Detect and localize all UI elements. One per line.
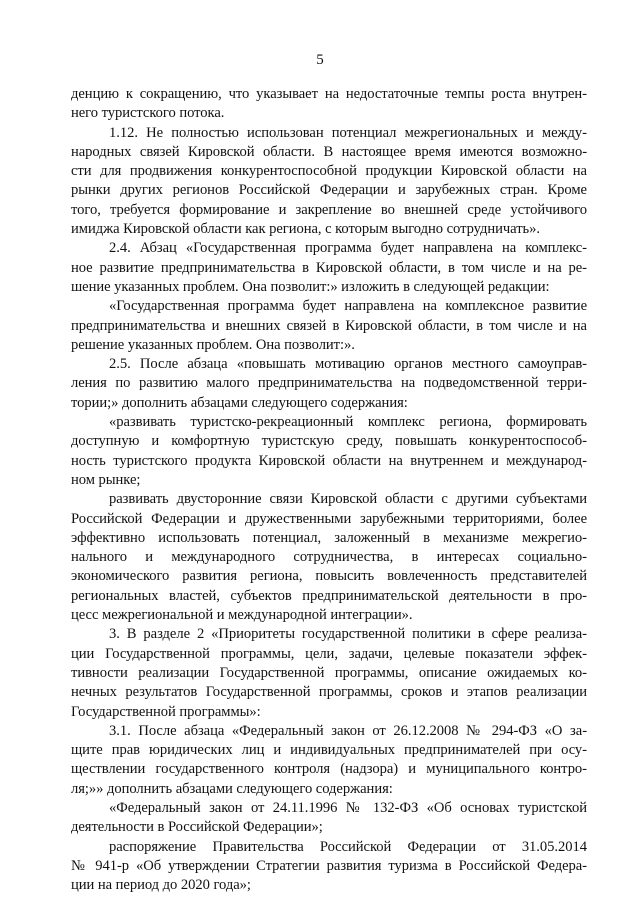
page-number: 5 xyxy=(316,52,324,68)
body-text xyxy=(71,85,587,895)
text-line: шение указанных проблем. Она позволит:» изложить в следующей редакции: xyxy=(71,278,550,295)
paragraph-3 xyxy=(71,239,587,297)
text-line: щите прав юридических лиц и индивидуальных предпринимателей при осу- xyxy=(71,742,587,759)
text-line: доступную и комфортную туристскую среду, повышать конкурентоспособ- xyxy=(71,433,587,450)
paragraph-6 xyxy=(71,413,587,490)
text-line: ции Государственной программы, цели, задачи, целевые показатели эффек- xyxy=(71,645,587,662)
text-line: эффективно использовать потенциал, заложенный в механизме межрегио- xyxy=(71,529,587,546)
text-line: «Государственная программа будет направлена на комплексное развитие xyxy=(109,298,587,315)
text-line: ном рынке; xyxy=(71,471,141,488)
text-line: 3. В разделе 2 «Приоритеты государственной политики в сфере реализа- xyxy=(109,626,587,643)
text-line: цесс межрегиональной и международной интеграции». xyxy=(71,607,413,624)
text-line: 2.5. После абзаца «повышать мотивацию органов местного самоуправ- xyxy=(109,356,587,373)
text-line: 1.12. Не полностью использован потенциал межрегиональных и между- xyxy=(109,124,587,141)
text-line: ное развитие предпринимательства в Кировской области, в том числе и на ре- xyxy=(71,259,587,276)
text-line: рынки других регионов Российской Федерации и зарубежных стран. Кроме xyxy=(71,182,587,199)
text-line: сти для продвижения конкурентоспособной продукции Кировской области на xyxy=(71,163,587,180)
text-line: деятельности в Российской Федерации»; xyxy=(71,819,323,836)
text-line: «Федеральный закон от 24.11.1996 № 132-ФЗ «Об основах туристской xyxy=(109,799,587,816)
paragraph-9 xyxy=(71,722,587,799)
paragraph-11 xyxy=(71,838,587,896)
text-line: денцию к сокращению, что указывает на недостаточные темпы роста внутрен- xyxy=(71,86,587,102)
text-line: решение указанных проблем. Она позволит:». xyxy=(71,336,355,353)
text-line: развивать двусторонние связи Кировской области с другими субъектами xyxy=(109,491,587,508)
text-line: 2.4. Абзац «Государственная программа будет направлена на комплекс- xyxy=(109,240,587,257)
paragraph-7 xyxy=(71,490,587,625)
text-line: региональных властей, субъектов предпринимательской деятельности в про- xyxy=(71,587,587,604)
text-line: ществлении государственного контроля (надзора) и муниципального контро- xyxy=(71,761,587,778)
text-line: тивности реализации Государственной программы, описание ожидаемых ко- xyxy=(71,664,587,681)
text-line: нального и международного сотрудничества, в интересах социально- xyxy=(71,549,587,566)
paragraph-10 xyxy=(71,799,587,838)
text-line: Российской Федерации и дружественными зарубежными территориями, более xyxy=(71,510,587,527)
text-line: имиджа Кировской области как региона, с которым выгодно сотрудничать». xyxy=(71,221,540,238)
text-line: того, требуется формирование и закрепление во внешней среде устойчивого xyxy=(71,201,587,218)
text-line: «развивать туристско-рекреационный комплекс региона, формировать xyxy=(109,414,587,431)
text-line: распоряжение Правительства Российской Федерации от 31.05.2014 xyxy=(109,838,587,855)
paragraph-4 xyxy=(71,297,587,355)
text-line: ления по развитию малого предпринимательства на подведомственной терри- xyxy=(71,375,587,392)
text-line: ность туристского продукта Кировской области на внутреннем и международ- xyxy=(71,452,587,469)
text-line: него туристского потока. xyxy=(71,105,225,122)
paragraph-5 xyxy=(71,355,587,413)
text-line: Государственной программы»: xyxy=(71,703,261,720)
paragraph-1 xyxy=(71,85,587,124)
text-line: 3.1. После абзаца «Федеральный закон от 26.12.2008 № 294-ФЗ «О за- xyxy=(109,722,587,739)
text-line: нечных результатов Государственной программы, сроков и этапов реализации xyxy=(71,684,587,701)
paragraph-8 xyxy=(71,625,587,721)
text-line: предпринимательства и внешних связей в Кировской области, в том числе и на xyxy=(71,317,587,334)
text-line: ля;»» дополнить абзацами следующего содержания: xyxy=(71,780,393,797)
text-line: № 941-р «Об утверждении Стратегии развития туризма в Российской Федера- xyxy=(71,857,587,874)
text-line: тории;» дополнить абзацами следующего содержания: xyxy=(71,394,408,411)
text-line: ции на период до 2020 года»; xyxy=(71,877,251,894)
paragraph-2 xyxy=(71,124,587,240)
text-line: народных связей Кировской области. В настоящее время имеются возможно- xyxy=(71,143,587,160)
text-line: экономического развития региона, повысить вовлеченность представителей xyxy=(71,568,587,585)
